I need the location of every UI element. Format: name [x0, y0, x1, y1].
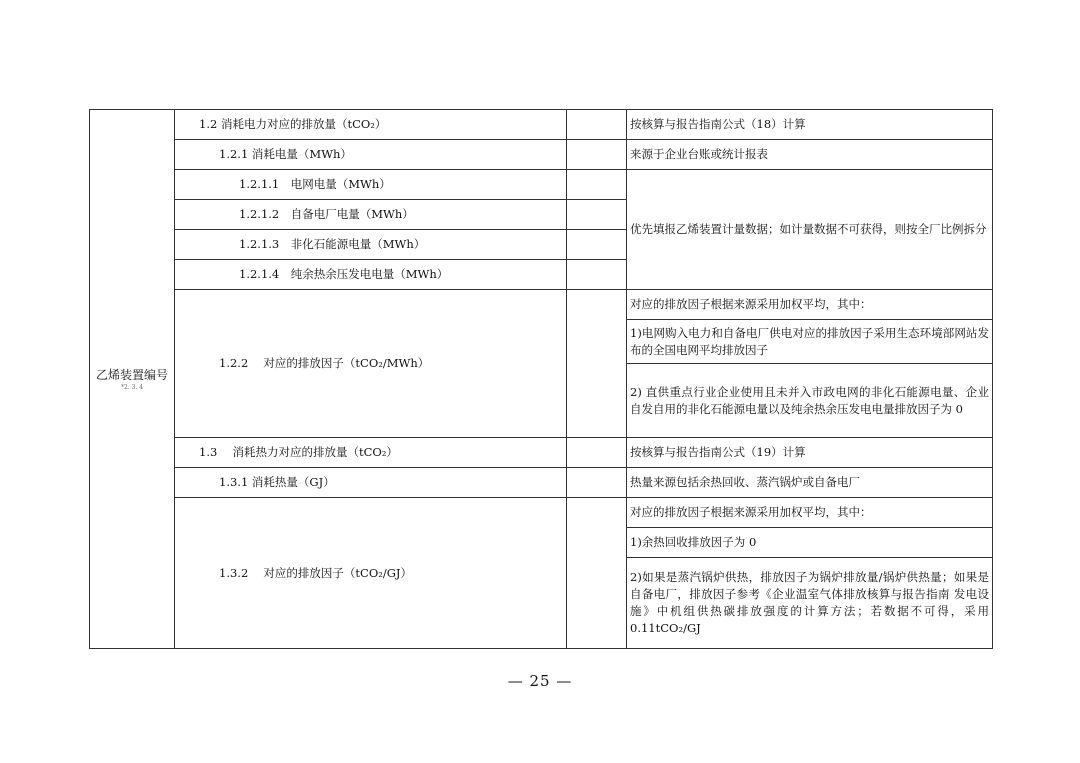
- row-1-2-1-1-label: 1.2.1.1 电网电量（MWh）: [175, 170, 567, 200]
- row-1-3-2-label: 1.3.2 对应的排放因子（tCO₂/GJ）: [175, 498, 567, 649]
- row-1-3-1-desc: 热量来源包括余热回收、蒸汽锅炉或自备电厂: [627, 468, 993, 498]
- row-1-2-1-desc: 来源于企业台账或统计报表: [627, 140, 993, 170]
- row-1-2-1-3-value[interactable]: [567, 230, 627, 260]
- row-1-2-1-label: 1.2.1 消耗电量（MWh）: [175, 140, 567, 170]
- row-1-2-1-2-value[interactable]: [567, 200, 627, 230]
- row-1-2-desc: 按核算与报告指南公式（18）计算: [627, 110, 993, 140]
- row-1-3-value[interactable]: [567, 438, 627, 468]
- row-1-2-2-desc-nonfossil: 2) 直供重点行业企业使用且未并入市政电网的非化石能源电量、企业自发自用的非化石能源电量以及纯余热余压发电电量排放因子为 0: [627, 364, 993, 438]
- row-1-2-1-1-value[interactable]: [567, 170, 627, 200]
- device-label: 乙烯装置编号: [95, 367, 168, 382]
- electricity-source-desc: 优先填报乙烯装置计量数据；如计量数据不可获得，则按全厂比例拆分: [627, 170, 993, 290]
- row-1-2-1-value[interactable]: [567, 140, 627, 170]
- emission-table: [89, 109, 993, 649]
- row-1-3-2-desc-waste-heat: 1)余热回收排放因子为 0: [627, 528, 993, 558]
- row-1-2-1-2-label: 1.2.1.2 自备电厂电量（MWh）: [175, 200, 567, 230]
- row-1-3-2-desc-boiler: 2)如果是蒸汽锅炉供热，排放因子为锅炉排放量/锅炉供热量；如果是自备电厂，排放因子参考《企业温室气体排放核算与报告指南 发电设施》中机组供热碳排放强度的计算方法；若数据不可得，采用 0.11tCO₂/GJ: [627, 558, 993, 649]
- row-1-2-1-4-value[interactable]: [567, 260, 627, 290]
- row-1-2-2-value[interactable]: [567, 290, 627, 438]
- row-1-3-desc: 按核算与报告指南公式（19）计算: [627, 438, 993, 468]
- row-1-2-2-desc-intro: 对应的排放因子根据来源采用加权平均，其中：: [627, 290, 993, 320]
- page-number: — 25 —: [507, 672, 573, 690]
- row-1-2-2-desc-grid: 1)电网购入电力和自备电厂供电对应的排放因子采用生态环境部网站发布的全国电网平均排放因子: [627, 320, 993, 364]
- row-1-3-label: 1.3 消耗热力对应的排放量（tCO₂）: [175, 438, 567, 468]
- row-1-3-2-value[interactable]: [567, 498, 627, 649]
- device-note: *2. 3. 4: [120, 383, 144, 391]
- row-1-2-1-3-label: 1.2.1.3 非化石能源电量（MWh）: [175, 230, 567, 260]
- row-1-2-label: 1.2 消耗电力对应的排放量（tCO₂）: [175, 110, 567, 140]
- row-1-2-value[interactable]: [567, 110, 627, 140]
- row-1-3-1-label: 1.3.1 消耗热量（GJ）: [175, 468, 567, 498]
- device-cell: [90, 110, 175, 649]
- row-1-2-2-label: 1.2.2 对应的排放因子（tCO₂/MWh）: [175, 290, 567, 438]
- row-1-3-1-value[interactable]: [567, 468, 627, 498]
- row-1-2-1-4-label: 1.2.1.4 纯余热余压发电电量（MWh）: [175, 260, 567, 290]
- row-1-3-2-desc-intro: 对应的排放因子根据来源采用加权平均，其中：: [627, 498, 993, 528]
